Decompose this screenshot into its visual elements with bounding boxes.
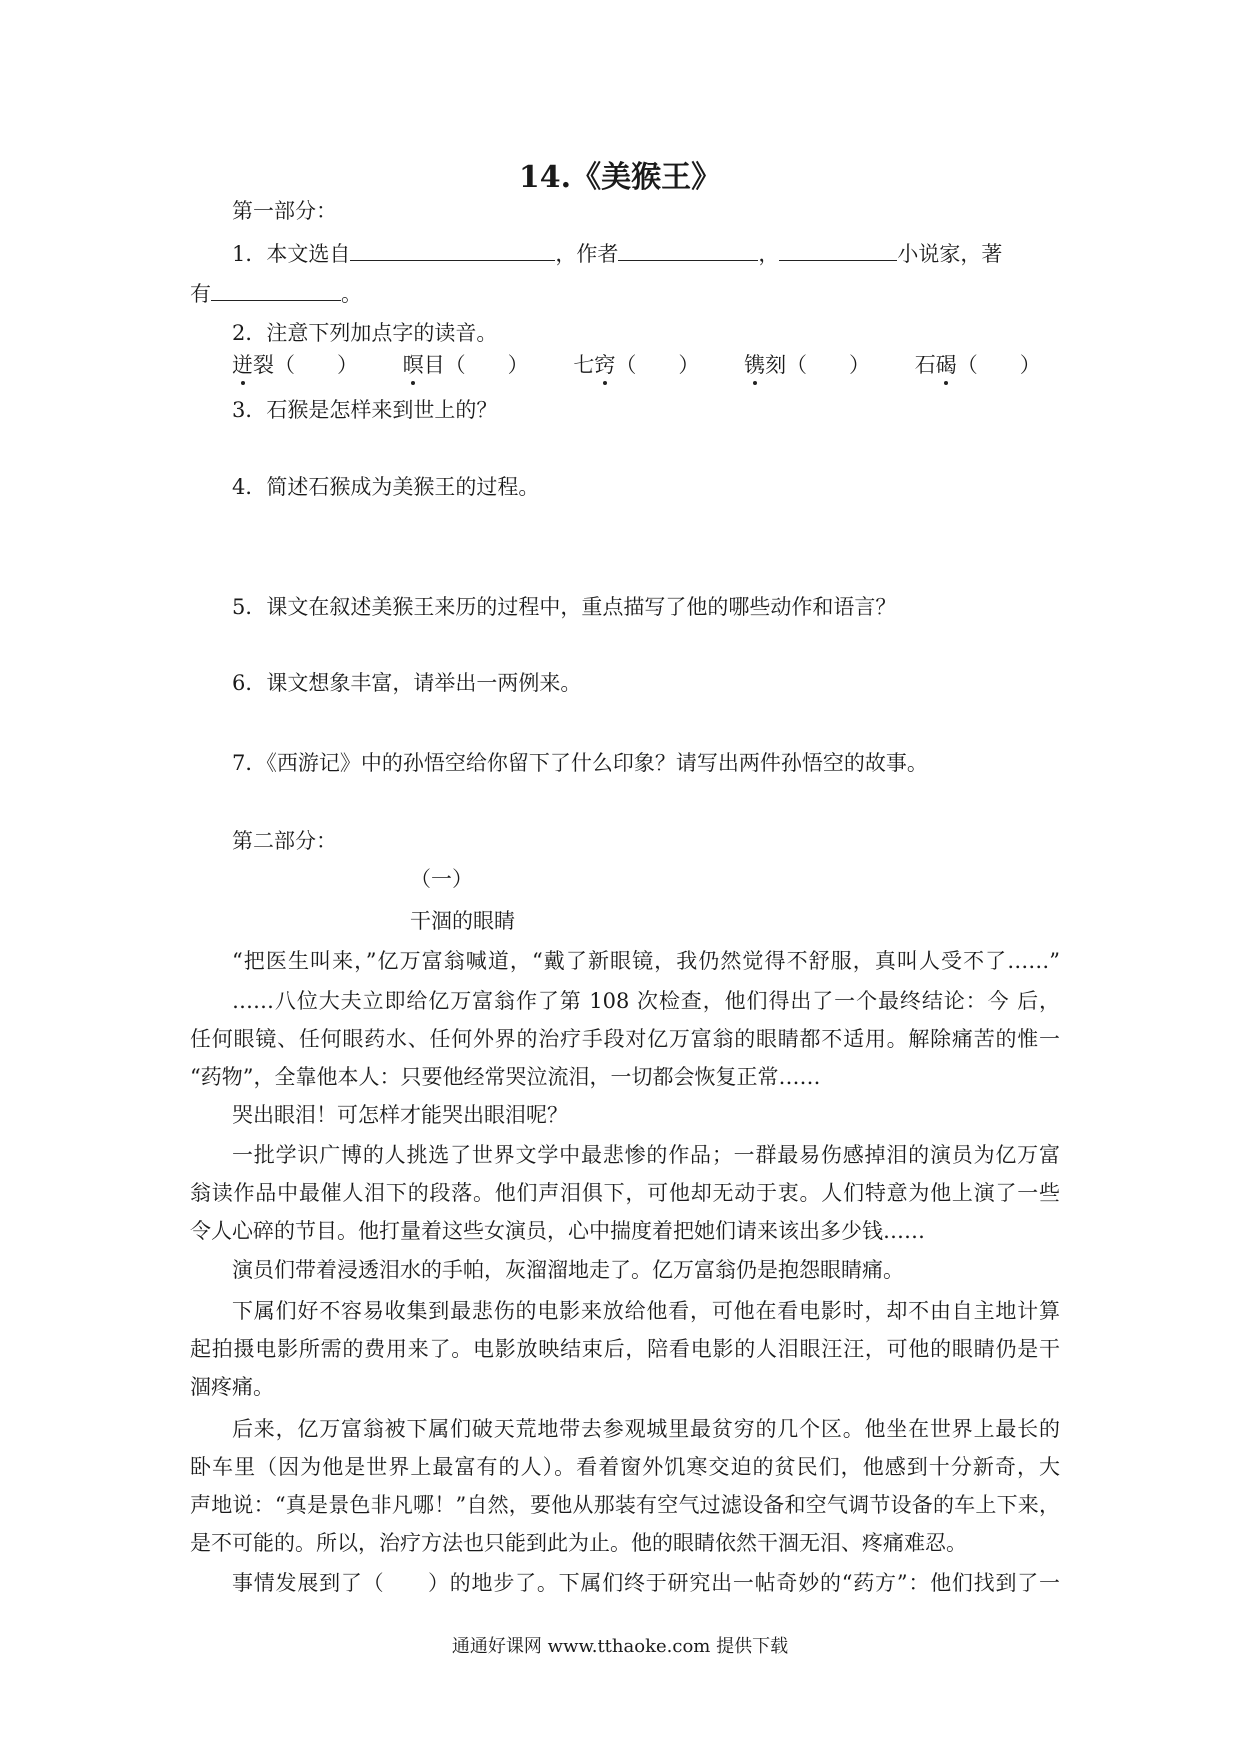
part2-heading: 第二部分： <box>232 829 337 853</box>
story-line: 令人心碎的节目。他打量着这些女演员，心中揣度着把她们请来该出多少钱…… <box>190 1219 925 1243</box>
story-line: 起拍摄电影所需的费用来了。电影放映结束后，陪看电影的人泪眼汪汪，可他的眼睛仍是干 <box>190 1337 1060 1361</box>
pinyin-item <box>403 350 529 380</box>
question-1-cont <box>190 278 1060 309</box>
question-1 <box>232 238 1060 269</box>
answer-blank-source[interactable] <box>350 238 555 261</box>
story-line: 一批学识广博的人挑选了世界文学中最悲惨的作品；一群最易伤感掉泪的演员为亿万富 <box>232 1143 1060 1167</box>
story-line: 后来，亿万富翁被下属们破天荒地带去参观城里最贫穷的几个区。他坐在世界上最长的 <box>232 1417 1060 1441</box>
question-5: 5．课文在叙述美猴王来历的过程中，重点描写了他的哪些动作和语言？ <box>232 595 897 619</box>
question-6: 6．课文想象丰富，请举出一两例来。 <box>232 671 582 695</box>
q1-text-b: ，作者 <box>555 242 619 266</box>
story-line: 演员们带着浸透泪水的手帕，灰溜溜地走了。亿万富翁仍是抱怨眼睛痛。 <box>232 1258 904 1282</box>
story-line: 任何眼镜、任何眼药水、任何外界的治疗手段对亿万富翁的眼睛都不适用。解除痛苦的惟一 <box>190 1027 1060 1051</box>
pinyin-row <box>232 350 1060 380</box>
q1-text-a: 1．本文选自 <box>232 242 351 266</box>
story-line: 翁读作品中最催人泪下的段落。他们声泪俱下，可他却无动于衷。人们特意为他上演了一些 <box>190 1181 1060 1205</box>
pinyin-item <box>232 350 358 380</box>
q1-text-d: 小说家，著 <box>897 242 1003 266</box>
pinyin-item <box>915 350 1041 380</box>
story-line: 事情发展到了（ ）的地步了。下属们终于研究出一帖奇妙的“药方”：他们找到了一 <box>232 1571 1060 1595</box>
story-line: 卧车里（因为他是世界上最富有的人）。看着窗外饥寒交迫的贫民们，他感到十分新奇，大 <box>190 1455 1060 1479</box>
pinyin-item <box>744 350 870 380</box>
dotted-char: 窍 <box>594 353 616 377</box>
question-4: 4．简述石猴成为美猴王的过程。 <box>232 475 540 499</box>
pinyin-rest: （ ） <box>615 353 700 377</box>
q1-text-c: ， <box>758 242 780 266</box>
section-number: （一） <box>410 867 473 891</box>
answer-blank-works[interactable] <box>211 278 341 301</box>
pinyin-rest: 目（ ） <box>423 353 529 377</box>
pinyin-pre: 七 <box>573 353 595 377</box>
story-line: 声地说：“真是景色非凡哪！”自然，要他从那装有空气过滤设备和空气调节设备的车上下来， <box>190 1493 1060 1517</box>
dotted-char: 镌 <box>744 353 766 377</box>
footer-credit: 通通好课网 www.tthaoke.com 提供下载 <box>451 1636 789 1657</box>
story-line: “把医生叫来，”亿万富翁喊道，“戴了新眼镜，我仍然觉得不舒服，真叫人受不了……” <box>232 949 1060 973</box>
dotted-char: 迸 <box>232 353 253 377</box>
q1-text-f: 。 <box>341 282 362 306</box>
pinyin-rest: （ ） <box>956 353 1041 377</box>
answer-blank-author[interactable] <box>618 238 758 261</box>
page-title: 14.《美猴王》 <box>518 160 722 195</box>
pinyin-item <box>573 350 699 380</box>
pinyin-rest: 刻（ ） <box>765 353 871 377</box>
question-7: 7．《西游记》中的孙悟空给你留下了什么印象？请写出两件孙悟空的故事。 <box>232 751 928 775</box>
answer-blank-era[interactable] <box>779 238 897 261</box>
story-title: 干涸的眼睛 <box>410 909 515 933</box>
story-line: ……八位大夫立即给亿万富翁作了第 108 次检查，他们得出了一个最终结论：今 后， <box>232 989 1060 1013</box>
story-line: 涸疼痛。 <box>190 1375 274 1399</box>
story-line: “药物”，全靠他本人：只要他经常哭泣流泪，一切都会恢复正常…… <box>190 1065 821 1089</box>
story-line: 哭出眼泪！可怎样才能哭出眼泪呢？ <box>232 1103 568 1127</box>
pinyin-rest: 裂（ ） <box>253 353 358 377</box>
story-line: 下属们好不容易收集到最悲伤的电影来放给他看，可他在看电影时，却不由自主地计算 <box>232 1299 1060 1323</box>
question-3: 3．石猴是怎样来到世上的？ <box>232 398 498 422</box>
pinyin-pre: 石 <box>914 353 936 377</box>
story-line: 是不可能的。所以，治疗方法也只能到此为止。他的眼睛依然干涸无泪、疼痛难忍。 <box>190 1531 967 1555</box>
dotted-char: 暝 <box>402 353 424 377</box>
dotted-char: 碣 <box>935 353 957 377</box>
part1-heading: 第一部分： <box>232 199 337 223</box>
question-2: 2．注意下列加点字的读音。 <box>232 321 498 345</box>
q1-text-e: 有 <box>190 282 211 306</box>
